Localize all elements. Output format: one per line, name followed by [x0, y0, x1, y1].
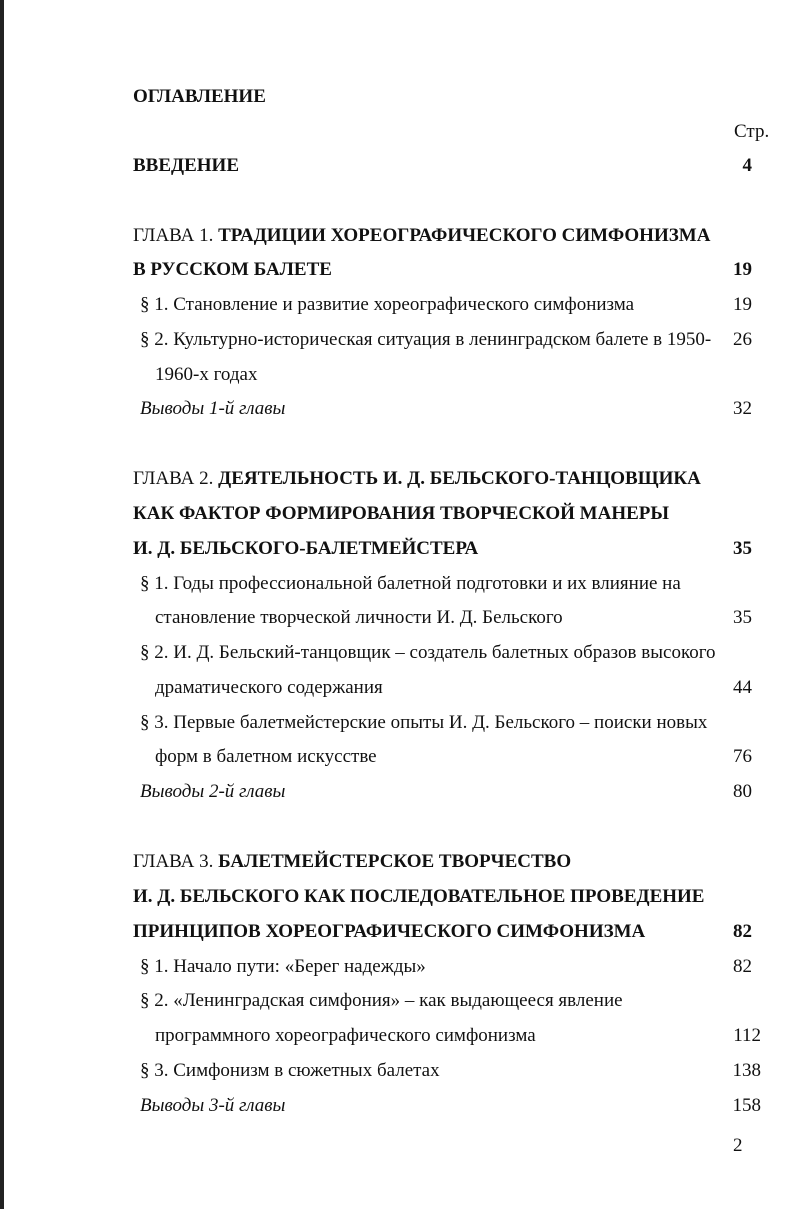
chapter2-title-line3: И. Д. БЕЛЬСКОГО-БАЛЕТМЕЙСТЕРА: [133, 538, 479, 559]
ch1-conclusions-page: 32: [733, 398, 752, 419]
ch2-section1-line1: § 1. Годы профессиональной балетной подготовки и их влияние на: [140, 573, 681, 594]
ch1-section2-page: 26: [733, 329, 752, 350]
chapter3-title: БАЛЕТМЕЙСТЕРСКОЕ ТВОРЧЕСТВО: [218, 851, 572, 872]
chapter1-title: ТРАДИЦИИ ХОРЕОГРАФИЧЕСКОГО СИМФОНИЗМА: [218, 225, 711, 246]
page-column-label: Стр.: [734, 121, 770, 142]
ch3-section2-line1: § 2. «Ленинградская симфония» – как выдающееся явление: [140, 990, 623, 1011]
ch2-section3-line2: форм в балетном искусстве: [155, 746, 377, 767]
chapter3-prefix: ГЛАВА 3.: [133, 851, 214, 872]
ch1-section2-line1: § 2. Культурно-историческая ситуация в ленинградском балете в 1950-: [140, 329, 712, 350]
intro-title: ВВЕДЕНИЕ: [133, 155, 239, 176]
ch2-section3-line1: § 3. Первые балетмейстерские опыты И. Д. Бельского – поиски новых: [140, 712, 708, 733]
ch3-section2-line2: программного хореографического симфонизма: [155, 1025, 536, 1046]
page-number: 2: [733, 1135, 743, 1156]
ch2-section1-line2: становление творческой личности И. Д. Бельского: [155, 607, 563, 628]
ch2-section2-page: 44: [733, 677, 752, 698]
ch1-section1-page: 19: [733, 294, 752, 315]
chapter3-page: 82: [733, 921, 752, 942]
ch3-section3-page: 138: [732, 1060, 761, 1081]
chapter3-title-line1: [133, 851, 571, 873]
intro-page: 4: [742, 155, 752, 176]
chapter1-prefix: ГЛАВА 1.: [133, 225, 214, 246]
ch2-conclusions: Выводы 2-й главы: [140, 781, 286, 802]
ch1-conclusions: Выводы 1-й главы: [140, 398, 286, 419]
chapter1-page: 19: [733, 259, 752, 280]
chapter2-prefix: ГЛАВА 2.: [133, 468, 214, 489]
chapter2-title-line2: КАК ФАКТОР ФОРМИРОВАНИЯ ТВОРЧЕСКОЙ МАНЕРЫ: [133, 503, 670, 524]
chapter2-page: 35: [733, 538, 752, 559]
chapter1-title-line2: В РУССКОМ БАЛЕТЕ: [133, 259, 332, 280]
ch3-section1: § 1. Начало пути: «Берег надежды»: [140, 956, 426, 977]
chapter3-title-line2: И. Д. БЕЛЬСКОГО КАК ПОСЛЕДОВАТЕЛЬНОЕ ПРОВЕДЕНИЕ: [133, 886, 705, 907]
ch2-section2-line2: драматического содержания: [155, 677, 383, 698]
ch2-section1-page: 35: [733, 607, 752, 628]
ch3-conclusions-page: 158: [732, 1095, 761, 1116]
scan-edge-line: [0, 0, 4, 1209]
ch3-conclusions: Выводы 3-й главы: [140, 1095, 286, 1116]
ch1-section2-line2: 1960-х годах: [155, 364, 258, 385]
ch2-conclusions-page: 80: [733, 781, 752, 802]
ch2-section2-line1: § 2. И. Д. Бельский-танцовщик – создатель балетных образов высокого: [140, 642, 716, 663]
ch3-section3: § 3. Симфонизм в сюжетных балетах: [140, 1060, 440, 1081]
toc-heading: ОГЛАВЛЕНИЕ: [133, 86, 266, 107]
chapter1-title-line1: [133, 225, 710, 247]
chapter3-title-line3: ПРИНЦИПОВ ХОРЕОГРАФИЧЕСКОГО СИМФОНИЗМА: [133, 921, 646, 942]
ch1-section1: § 1. Становление и развитие хореографического симфонизма: [140, 294, 635, 315]
chapter2-title-line1: [133, 468, 701, 490]
ch3-section2-page: 112: [733, 1025, 761, 1046]
ch2-section3-page: 76: [733, 746, 752, 767]
ch3-section1-page: 82: [733, 956, 752, 977]
chapter2-title: ДЕЯТЕЛЬНОСТЬ И. Д. БЕЛЬСКОГО-ТАНЦОВЩИКА: [218, 468, 701, 489]
